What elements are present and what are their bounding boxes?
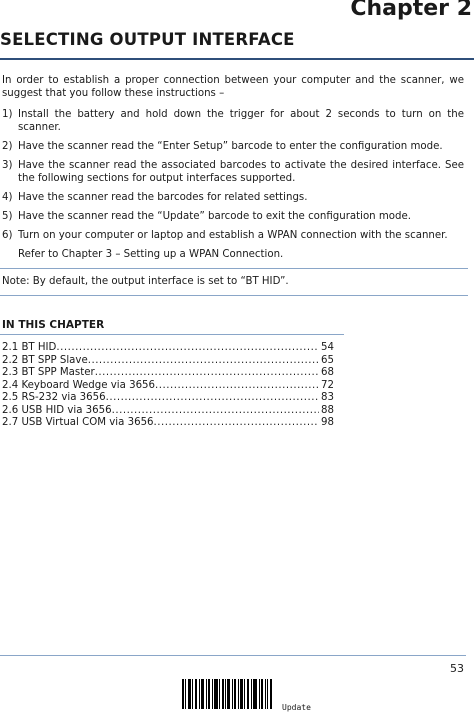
table-of-contents (2, 342, 334, 430)
page-number: 53 (450, 662, 464, 675)
toc-divider (0, 334, 344, 335)
step-number: 4) (2, 192, 13, 203)
step-text: Have the scanner read the associated barcodes to activate the desired interface. See the following sections for output interfaces supported. (18, 160, 464, 184)
toc-entry[interactable] (2, 355, 334, 368)
update-barcode-icon (182, 679, 272, 709)
step-item (2, 191, 464, 204)
step-number: 2) (2, 141, 13, 152)
toc-entry-title[interactable]: 2.7 USB Virtual COM via 3656 (2, 417, 154, 428)
step-text: Have the scanner read the “Update” barcode to exit the configuration mode. (18, 211, 412, 222)
page-title: SELECTING OUTPUT INTERFACE (0, 30, 295, 49)
step-number: 5) (2, 211, 13, 222)
toc-entry[interactable] (2, 392, 334, 405)
step-item (2, 210, 464, 223)
toc-entry-title[interactable]: 2.1 BT HID (2, 342, 57, 353)
toc-entry-title[interactable]: 2.6 USB HID via 3656 (2, 404, 112, 416)
toc-entry-page[interactable]: 65 (321, 354, 334, 366)
instruction-steps (2, 108, 464, 242)
step-text: Install the battery and hold down the trigger for about 2 seconds to turn on the scanner. (18, 109, 464, 133)
toc-entry-title[interactable]: 2.3 BT SPP Master (2, 367, 95, 378)
toc-entry[interactable] (2, 417, 334, 430)
toc-leader (112, 405, 319, 418)
toc-leader (56, 342, 319, 355)
toc-leader (155, 380, 319, 393)
step-number: 3) (2, 160, 13, 171)
barcode-label: Update (282, 703, 311, 712)
step-item (2, 108, 464, 134)
toc-entry-title[interactable]: 2.2 BT SPP Slave (2, 354, 88, 366)
footer-divider (0, 655, 466, 656)
toc-entry-page[interactable]: 68 (321, 367, 334, 378)
step-text: Turn on your computer or laptop and establish a WPAN connection with the scanner. (18, 230, 448, 241)
refer-note: Refer to Chapter 3 – Setting up a WPAN Connection. (18, 249, 284, 260)
step-number: 1) (2, 109, 13, 120)
toc-entry-page[interactable]: 54 (321, 342, 334, 353)
toc-entry-page[interactable]: 88 (321, 404, 334, 416)
step-text: Have the scanner read the barcodes for related settings. (18, 192, 308, 203)
toc-entry-title[interactable]: 2.5 RS-232 via 3656 (2, 392, 106, 403)
toc-entry[interactable] (2, 380, 334, 393)
instructions-section (2, 74, 464, 261)
step-item (2, 159, 464, 185)
toc-leader (95, 367, 319, 380)
title-divider (0, 58, 474, 60)
step-item (2, 229, 464, 242)
toc-entry-page[interactable]: 98 (321, 417, 334, 428)
toc-entry[interactable] (2, 367, 334, 380)
step-text: Have the scanner read the “Enter Setup” barcode to enter the configuration mode. (18, 141, 443, 152)
toc-heading: IN THIS CHAPTER (2, 319, 105, 331)
intro-paragraph: In order to establish a proper connection between your computer and the scanner, we suggest that you follow these instructions – (2, 75, 464, 99)
chapter-label: Chapter 2 (350, 0, 472, 21)
note-text: Note: By default, the output interface is set to “BT HID”. (2, 276, 289, 287)
step-item (2, 140, 464, 153)
toc-entry-page[interactable]: 83 (321, 392, 334, 403)
toc-entry[interactable] (2, 405, 334, 418)
toc-entry-title[interactable]: 2.4 Keyboard Wedge via 3656 (2, 379, 156, 391)
toc-entry-page[interactable]: 72 (321, 379, 334, 391)
toc-entry[interactable] (2, 342, 334, 355)
toc-leader (106, 392, 319, 405)
toc-leader (154, 417, 319, 430)
step-number: 6) (2, 230, 13, 241)
note-box (0, 268, 468, 296)
toc-leader (88, 355, 319, 368)
